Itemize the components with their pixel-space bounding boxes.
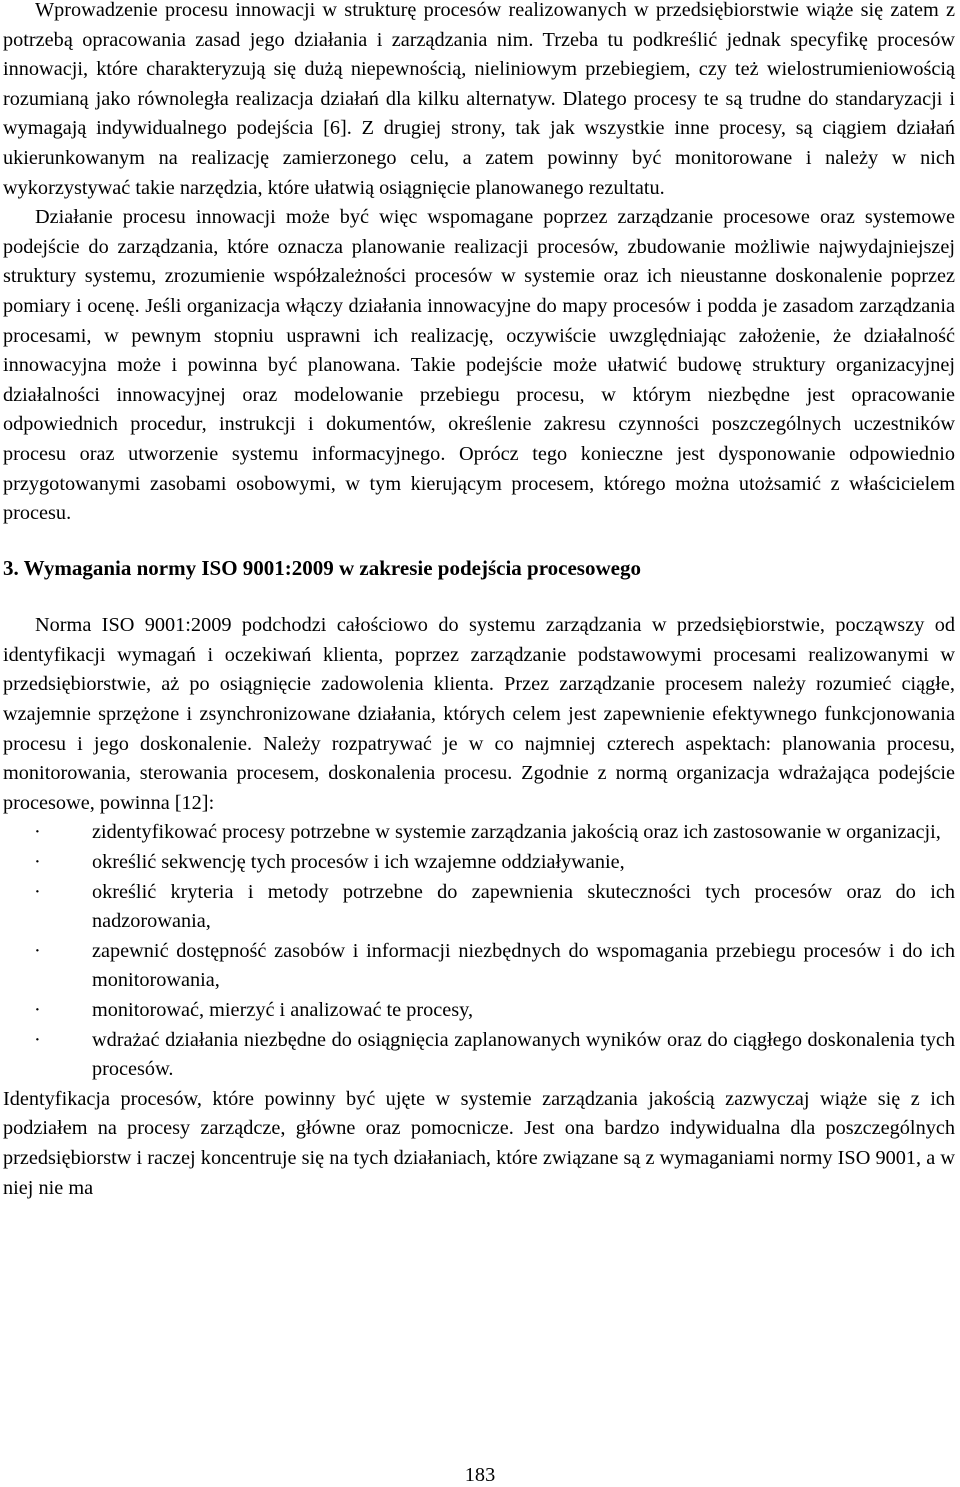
list-item [3,848,955,878]
list-item [3,996,955,1026]
document-page [3,0,955,1203]
list-item [3,1026,955,1085]
section-heading: 3. Wymagania normy ISO 9001:2009 w zakresie podejścia procesowego [3,555,641,580]
list-item [3,937,955,996]
bullet-mark: · [34,851,41,874]
list-item-text: określić kryteria i metody potrzebne do zapewnienia skuteczności tych procesów oraz do ich nadzorowania, [92,880,955,933]
list-item [3,878,955,937]
page-number: 183 [464,1464,496,1486]
list-item-text: zidentyfikować procesy potrzebne w systemie zarządzania jakością oraz ich zastosowanie w organizacji, [92,821,941,844]
paragraph-intro-1: Wprowadzenie procesu innowacji w strukturę procesów realizowanych w przedsiębiorstwie wiąże się zatem z potrzebą opracowania zasad jego działania i zarządzania nim. Trzeba tu podkreślić jednak specyfikę procesów innowacji, które charakteryzują się dużą niepewnością, nieliniowym przebiegiem, czy też wielostrumieniowością rozumianą jako równoległa realizacja działań dla kilku alternatyw. Dlatego procesy te są trudne do standaryzacji i wymagają indywidualnego podejścia [6]. Z drugiej strony, tak jak wszystkie inne procesy, są ciągiem działań ukierunkowanym na realizację zamierzonego celu, a zatem powinny być monitorowane i należy w nich wykorzystywać takie narzędzia, które ułatwią osiągnięcie planowanego rezultatu. [3,0,955,199]
bullet-mark: · [34,821,41,844]
list-item-text: wdrażać działania niezbędne do osiągnięcia zaplanowanych wyników oraz do ciągłego doskonalenia tych procesów. [92,1028,955,1081]
bullet-mark: · [34,999,41,1021]
paragraph-closing: Identyfikacja procesów, które powinny być ujęte w systemie zarządzania jakością zazwyczaj wiąże się z ich podziałem na procesy zarządcze, główne oraz pomocnicze. Jest ona bardzo indywidualna dla poszczególnych przedsiębiorstw i raczej koncentruje się na tych działaniach, które związane są z wymaganiami normy ISO 9001, a w niej nie ma [3,1087,955,1199]
paragraph-intro-2: Działanie procesu innowacji może być więc wspomagane poprzez zarządzanie procesowe oraz systemowe podejście do zarządzania, które oznacza planowanie realizacji procesów, zbudowanie możliwie najwydajniejszej struktury systemu, zrozumienie współzależności procesów w systemie oraz ich nieustanne doskonalenie poprzez pomiary i ocenę. Jeśli organizacja włączy działania innowacyjne do mapy procesów i podda je zasadom zarządzania procesami, w pewnym stopniu usprawni ich realizację, oczywiście uwzględniając założenie, że działalność innowacyjna może i powinna być planowana. Takie podejście może ułatwić budowę struktury organizacyjnej działalności innowacyjnej oraz modelowanie przebiegu procesu, w którym niezbędne jest opracowanie odpowiednich procedur, instrukcji i dokumentów, określenie zakresu czynności poszczególnych uczestników procesu oraz utworzenie systemu informacyjnego. Oprócz tego konieczne jest dysponowanie odpowiednio przygotowanymi zasobami osobowymi, w tym kierującym procesem, którego można utożsamić z właścicielem procesu. [3,206,955,525]
list-item-text: monitorować, mierzyć i analizować te procesy, [92,999,474,1021]
list-item [3,818,955,848]
list-item-text: zapewnić dostępność zasobów i informacji niezbędnych do wspomagania przebiegu procesów i do ich monitorowania, [92,939,955,992]
bullet-mark: · [34,880,41,903]
list-item-text: określić sekwencję tych procesów i ich wzajemne oddziaływanie, [92,851,625,874]
bullet-mark: · [34,1028,41,1051]
paragraph-section-3: Norma ISO 9001:2009 podchodzi całościowo do systemu zarządzania w przedsiębiorstwie, począwszy od identyfikacji wymagań i oczekiwań klienta, poprzez zarządzanie podstawowymi procesami realizowanymi w przedsiębiorstwie, aż po osiągnięcie zadowolenia klienta. Przez zarządzanie procesem należy rozumieć ciągłe, wzajemnie sprzężone i zsynchronizowane działania, których celem jest zapewnienie efektywnego funkcjonowania procesu i jego doskonalenie. Należy rozpatrywać je w co najmniej czterech aspektach: planowania procesu, monitorowania, sterowania procesem, doskonalenia procesu. Zgodnie z normą organizacja wdrażająca podejście procesowe, powinna [12]: [3,614,955,814]
bullet-mark: · [34,939,41,962]
requirements-list [3,818,955,1084]
